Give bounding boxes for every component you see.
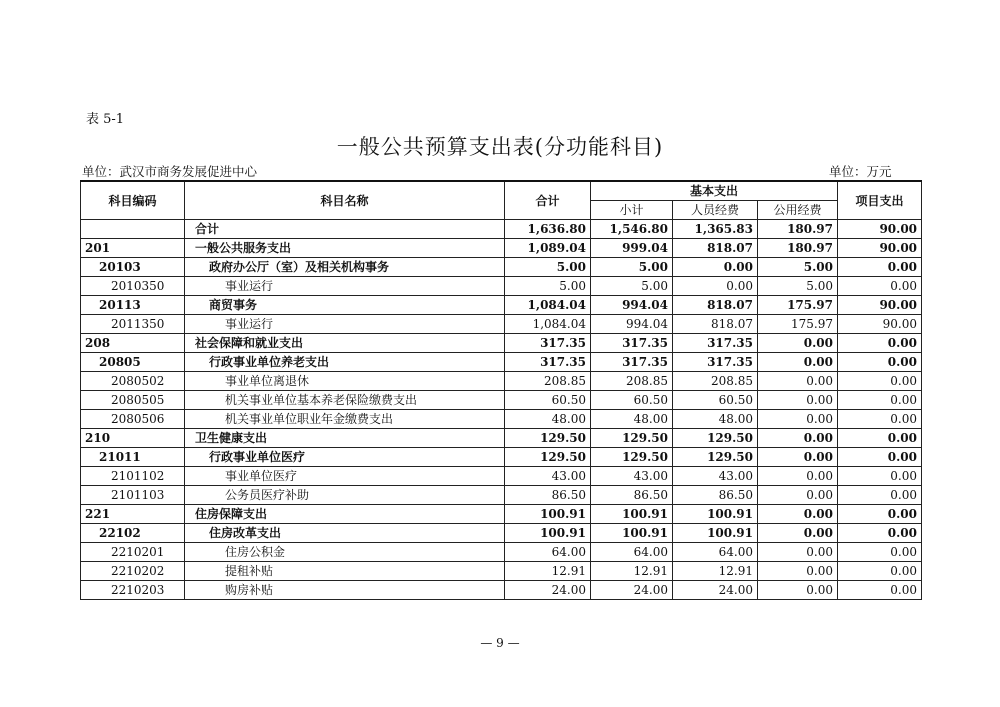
cell-total: 129.50: [505, 429, 591, 448]
cell-project: 0.00: [838, 543, 922, 562]
cell-public: 0.00: [758, 581, 838, 600]
cell-code: 2010350: [81, 277, 185, 296]
cell-subtotal: 86.50: [591, 486, 673, 505]
cell-name: 卫生健康支出: [185, 429, 505, 448]
cell-subtotal: 24.00: [591, 581, 673, 600]
cell-total: 64.00: [505, 543, 591, 562]
cell-total: 129.50: [505, 448, 591, 467]
cell-name: 提租补贴: [185, 562, 505, 581]
cell-total: 1,636.80: [505, 220, 591, 239]
cell-total: 5.00: [505, 258, 591, 277]
cell-code: 2101103: [81, 486, 185, 505]
cell-code: 21011: [81, 448, 185, 467]
cell-code: 210: [81, 429, 185, 448]
cell-code: 201: [81, 239, 185, 258]
cell-subtotal: 100.91: [591, 524, 673, 543]
table-row: [81, 505, 922, 524]
cell-total: 24.00: [505, 581, 591, 600]
cell-subtotal: 100.91: [591, 505, 673, 524]
cell-subtotal: 64.00: [591, 543, 673, 562]
cell-public: 0.00: [758, 448, 838, 467]
budget-expenditure-table: [80, 180, 922, 600]
cell-total: 100.91: [505, 524, 591, 543]
cell-public: 0.00: [758, 334, 838, 353]
cell-project: 0.00: [838, 486, 922, 505]
cell-personnel: 317.35: [673, 334, 758, 353]
cell-subtotal: 48.00: [591, 410, 673, 429]
cell-public: 0.00: [758, 429, 838, 448]
table-row: [81, 258, 922, 277]
cell-name: 商贸事务: [185, 296, 505, 315]
cell-personnel: 208.85: [673, 372, 758, 391]
table-row: [81, 486, 922, 505]
cell-personnel: 317.35: [673, 353, 758, 372]
cell-name: 社会保障和就业支出: [185, 334, 505, 353]
cell-name: 事业运行: [185, 277, 505, 296]
cell-code: 221: [81, 505, 185, 524]
table-row: [81, 562, 922, 581]
cell-subtotal: 994.04: [591, 315, 673, 334]
cell-personnel: 86.50: [673, 486, 758, 505]
cell-public: 5.00: [758, 258, 838, 277]
cell-subtotal: 317.35: [591, 353, 673, 372]
cell-code: 2080506: [81, 410, 185, 429]
cell-project: 90.00: [838, 296, 922, 315]
cell-total: 208.85: [505, 372, 591, 391]
cell-project: 0.00: [838, 448, 922, 467]
cell-name: 事业单位医疗: [185, 467, 505, 486]
cell-total: 60.50: [505, 391, 591, 410]
header-code: 科目编码: [81, 181, 185, 220]
table-row: [81, 315, 922, 334]
cell-subtotal: 208.85: [591, 372, 673, 391]
cell-subtotal: 5.00: [591, 258, 673, 277]
header-project: 项目支出: [838, 181, 922, 220]
cell-name: 事业单位离退休: [185, 372, 505, 391]
cell-personnel: 0.00: [673, 277, 758, 296]
cell-personnel: 60.50: [673, 391, 758, 410]
cell-project: 0.00: [838, 277, 922, 296]
cell-personnel: 1,365.83: [673, 220, 758, 239]
cell-total: 5.00: [505, 277, 591, 296]
cell-total: 317.35: [505, 353, 591, 372]
cell-total: 100.91: [505, 505, 591, 524]
cell-personnel: 24.00: [673, 581, 758, 600]
cell-subtotal: 60.50: [591, 391, 673, 410]
cell-total: 48.00: [505, 410, 591, 429]
cell-name: 机关事业单位职业年金缴费支出: [185, 410, 505, 429]
cell-code: [81, 220, 185, 239]
table-row: [81, 543, 922, 562]
cell-name: 公务员医疗补助: [185, 486, 505, 505]
cell-code: 2210203: [81, 581, 185, 600]
cell-code: 2210202: [81, 562, 185, 581]
cell-project: 90.00: [838, 239, 922, 258]
cell-code: 22102: [81, 524, 185, 543]
table-row: [81, 391, 922, 410]
cell-personnel: 100.91: [673, 524, 758, 543]
cell-code: 20805: [81, 353, 185, 372]
cell-public: 5.00: [758, 277, 838, 296]
cell-name: 机关事业单位基本养老保险缴费支出: [185, 391, 505, 410]
cell-personnel: 129.50: [673, 448, 758, 467]
cell-project: 0.00: [838, 562, 922, 581]
cell-total: 12.91: [505, 562, 591, 581]
cell-project: 0.00: [838, 353, 922, 372]
cell-name: 一般公共服务支出: [185, 239, 505, 258]
cell-public: 0.00: [758, 353, 838, 372]
cell-public: 175.97: [758, 315, 838, 334]
header-public: 公用经费: [758, 201, 838, 220]
cell-code: 20103: [81, 258, 185, 277]
cell-public: 0.00: [758, 391, 838, 410]
cell-name: 行政事业单位养老支出: [185, 353, 505, 372]
cell-code: 2011350: [81, 315, 185, 334]
cell-project: 0.00: [838, 334, 922, 353]
cell-personnel: 818.07: [673, 296, 758, 315]
cell-public: 0.00: [758, 372, 838, 391]
cell-subtotal: 5.00: [591, 277, 673, 296]
cell-project: 0.00: [838, 429, 922, 448]
cell-public: 0.00: [758, 505, 838, 524]
cell-public: 180.97: [758, 220, 838, 239]
cell-public: 0.00: [758, 486, 838, 505]
cell-name: 住房公积金: [185, 543, 505, 562]
cell-project: 90.00: [838, 220, 922, 239]
cell-project: 90.00: [838, 315, 922, 334]
table-number: 表 5-1: [86, 112, 125, 127]
table-row: [81, 448, 922, 467]
cell-subtotal: 43.00: [591, 467, 673, 486]
header-personnel: 人员经费: [673, 201, 758, 220]
cell-public: 0.00: [758, 524, 838, 543]
table-row: [81, 353, 922, 372]
cell-subtotal: 12.91: [591, 562, 673, 581]
table-row: [81, 429, 922, 448]
cell-project: 0.00: [838, 505, 922, 524]
cell-code: 20113: [81, 296, 185, 315]
cell-personnel: 64.00: [673, 543, 758, 562]
table-row: [81, 467, 922, 486]
cell-public: 0.00: [758, 410, 838, 429]
cell-name: 政府办公厅（室）及相关机构事务: [185, 258, 505, 277]
cell-subtotal: 994.04: [591, 296, 673, 315]
cell-public: 0.00: [758, 543, 838, 562]
cell-personnel: 48.00: [673, 410, 758, 429]
header-total: 合计: [505, 181, 591, 220]
unit-organization: 单位：武汉市商务发展促进中心: [82, 164, 258, 179]
cell-personnel: 0.00: [673, 258, 758, 277]
header-subtotal: 小计: [591, 201, 673, 220]
cell-code: 208: [81, 334, 185, 353]
table-row: [81, 524, 922, 543]
cell-subtotal: 1,546.80: [591, 220, 673, 239]
cell-name: 事业运行: [185, 315, 505, 334]
table-row: [81, 372, 922, 391]
cell-total: 1,089.04: [505, 239, 591, 258]
cell-project: 0.00: [838, 391, 922, 410]
cell-public: 0.00: [758, 467, 838, 486]
cell-total: 1,084.04: [505, 296, 591, 315]
table-row: [81, 220, 922, 239]
cell-personnel: 129.50: [673, 429, 758, 448]
table-row: [81, 277, 922, 296]
cell-project: 0.00: [838, 524, 922, 543]
cell-public: 180.97: [758, 239, 838, 258]
cell-personnel: 100.91: [673, 505, 758, 524]
cell-project: 0.00: [838, 581, 922, 600]
cell-personnel: 818.07: [673, 315, 758, 334]
cell-project: 0.00: [838, 372, 922, 391]
cell-code: 2101102: [81, 467, 185, 486]
cell-total: 317.35: [505, 334, 591, 353]
cell-personnel: 818.07: [673, 239, 758, 258]
cell-code: 2080502: [81, 372, 185, 391]
cell-name: 住房保障支出: [185, 505, 505, 524]
cell-public: 0.00: [758, 562, 838, 581]
cell-personnel: 43.00: [673, 467, 758, 486]
cell-name: 住房改革支出: [185, 524, 505, 543]
document-title: 一般公共预算支出表(分功能科目): [336, 135, 664, 159]
page-number: — 9 —: [480, 636, 520, 650]
cell-subtotal: 317.35: [591, 334, 673, 353]
cell-project: 0.00: [838, 258, 922, 277]
table-row: [81, 334, 922, 353]
cell-public: 175.97: [758, 296, 838, 315]
cell-total: 43.00: [505, 467, 591, 486]
table-body: [81, 220, 922, 600]
cell-name: 购房补贴: [185, 581, 505, 600]
unit-money: 单位：万元: [829, 164, 892, 179]
header-basic: 基本支出: [591, 181, 838, 201]
table-row: [81, 239, 922, 258]
cell-code: 2210201: [81, 543, 185, 562]
cell-code: 2080505: [81, 391, 185, 410]
cell-name: 合计: [185, 220, 505, 239]
cell-project: 0.00: [838, 410, 922, 429]
cell-total: 86.50: [505, 486, 591, 505]
cell-subtotal: 129.50: [591, 429, 673, 448]
table-row: [81, 410, 922, 429]
cell-subtotal: 129.50: [591, 448, 673, 467]
cell-total: 1,084.04: [505, 315, 591, 334]
cell-name: 行政事业单位医疗: [185, 448, 505, 467]
cell-subtotal: 999.04: [591, 239, 673, 258]
header-name: 科目名称: [185, 181, 505, 220]
table-row: [81, 296, 922, 315]
cell-project: 0.00: [838, 467, 922, 486]
cell-personnel: 12.91: [673, 562, 758, 581]
table-row: [81, 581, 922, 600]
